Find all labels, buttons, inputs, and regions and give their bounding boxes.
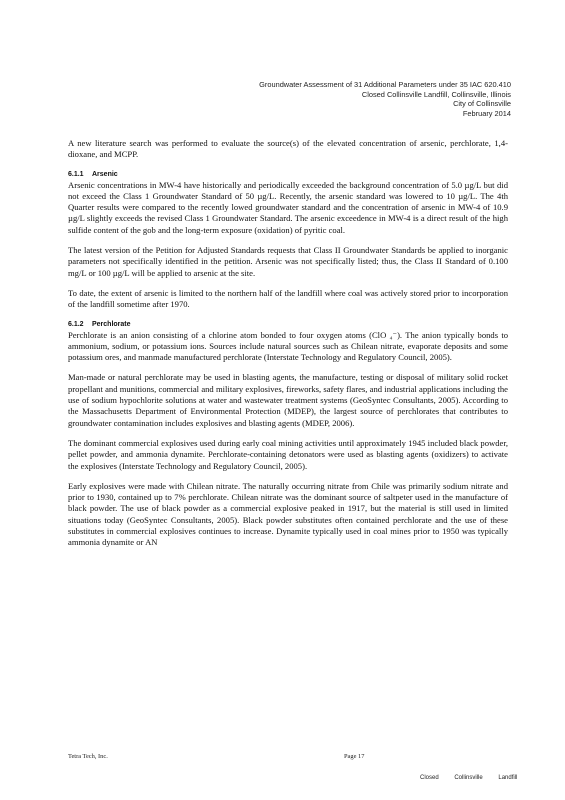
perchlorate-paragraph-2: Man-made or natural perchlorate may be used in blasting agents, the manufacture, testing or disposal of military solid rocket propellant and munitions, commercial and military explosives, fireworks, safety flares, and industrial applications including the use of sodium hypochlorite solutions at water and wastewater treatment systems (GeoSyntec Consultants, 2005). According to the Massachusetts Department of Environmental Protection (MDEP), the largest source of perchlorates that contributes to groundwater contamination includes explosives and blasting agents (MDEP, 2006). [68,372,508,428]
section-number: 6.1.1 [68,170,84,178]
section-heading-perchlorate [68,320,508,330]
header-date: February 2014 [462,108,511,118]
section-title: Arsenic [92,170,118,178]
perchlorate-paragraph-1: Perchlorate is an anion consisting of a chlorine atom bonded to four oxygen atoms (ClO ₄⁻). The anion typically bonds to ammonium, sodium, or potassium ions. Sources include natural sources such as Chilean nitrate, evaporate deposits and some potassium ores, and manmade manufactured perchlorate (Interstate Technology and Regulatory Council, 2005). [68,329,508,363]
header-site: Closed Collinsville Landfill, Collinsville, Illinois [361,89,511,99]
intro-paragraph: A new literature search was performed to evaluate the source(s) of the elevated concentration of arsenic, perchlorate, 1,4-dioxane, and MCPP. [68,138,508,160]
document-body [68,138,508,558]
section-heading-arsenic [68,170,508,180]
footer-company: Tetra Tech, Inc. [68,753,108,760]
header-title: Groundwater Assessment of 31 Additional Parameters under 35 IAC 620.410 [259,80,511,89]
page-footer [68,753,508,765]
running-header [259,80,511,118]
section-number: 6.1.2 [68,320,84,328]
arsenic-paragraph-1: Arsenic concentrations in MW-4 have historically and periodically exceeded the background concentration of 5.0 µg/L but did not exceed the Class 1 Groundwater Standard of 50 µg/L. Recently, the arsenic standard was lowered to 10 µg/L. The 4th Quarter results were compared to the recently lowed groundwater standard and the concentration of arsenic in MW-4 of 10.9 µg/L slightly exceeds the revised Class 1 Groundwater Standard. The arsenic exceedence in MW-4 is a direct result of the high sulfide content of the gob and the long-term exposure (oxidation) of pyritic coal. [68,179,508,235]
footer-page-number: Page 17 [344,753,365,760]
arsenic-paragraph-3: To date, the extent of arsenic is limited to the northern half of the landfill where coal was actively stored prior to incorporation of the landfill sometime after 1970. [68,287,508,310]
perchlorate-paragraph-3: The dominant commercial explosives used during early coal mining activities until approximately 1945 included black powder, pellet powder, and ammonia dynamite. Perchlorate-containing detonators were used as blasting agents (oxidizers) to activate the explosives (Interstate Technology and Regulatory Council, 2005). [68,437,508,471]
footer-site-name: Closed Collinsville Landfill [420,775,518,781]
arsenic-paragraph-2: The latest version of the Petition for Adjusted Standards requests that Class II Groundwater Standards be applied to inorganic parameters not specifically identified in the petition. Arsenic was not specifically listed; thus, the Class II Standard of 0.100 mg/L or 100 µg/L will be applied to arsenic at the site. [68,245,508,278]
header-client: City of Collinsville [453,99,511,109]
perchlorate-paragraph-4: Early explosives were made with Chilean nitrate. The naturally occurring nitrate from Chile was primarily sodium nitrate and prior to 1930, contained up to 7% perchlorate. Chilean nitrate was the dominant source of saltpeter used in the manufacture of black powder. The use of black powder as a commercial explosive peaked in 1917, but the material is still used in limited situations today (GeoSyntec Consultants, 2005). Black powder substitutes often contained perchlorate and the use of these substitutes in commercial explosives continues to increase. Dynamite typically used in coal mines prior to 1950 was typically ammonia dynamite or AN [68,480,508,548]
section-title: Perchlorate [92,320,131,328]
